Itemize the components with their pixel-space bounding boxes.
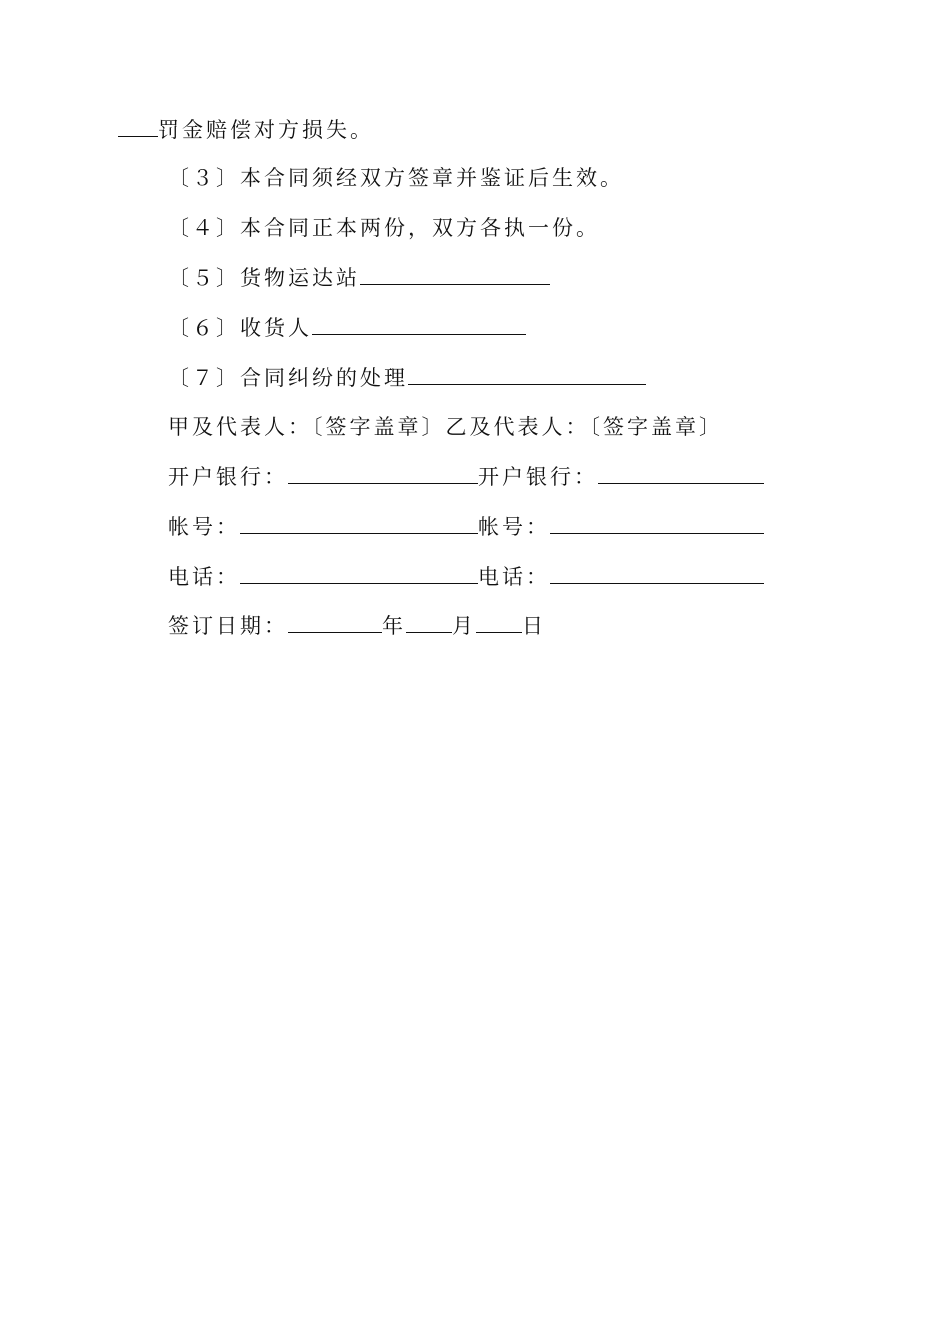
destination-station-blank bbox=[360, 264, 550, 285]
account-a-blank bbox=[240, 513, 478, 534]
phone-a-blank bbox=[240, 563, 478, 584]
clause-3 bbox=[168, 164, 624, 192]
phone-a-label: 电话： bbox=[168, 565, 240, 589]
clause-7-text: 〔７〕合同纠纷的处理 bbox=[168, 366, 408, 390]
clause-6 bbox=[168, 314, 526, 342]
day-label: 日 bbox=[522, 614, 546, 638]
consignee-blank bbox=[312, 314, 526, 335]
clause-3-text: 〔３〕本合同须经双方签章并鉴证后生效。 bbox=[168, 166, 624, 190]
penalty-line bbox=[118, 116, 374, 144]
clause-4-text: 〔４〕本合同正本两份，双方各执一份。 bbox=[168, 216, 600, 240]
account-b-blank bbox=[550, 513, 764, 534]
clause-7 bbox=[168, 364, 646, 392]
party-a-representative: 甲及代表人：〔签字盖章〕 bbox=[168, 415, 446, 439]
representatives-line bbox=[168, 413, 723, 441]
dispute-handling-blank bbox=[408, 364, 646, 385]
sign-date-line bbox=[168, 612, 546, 640]
account-line bbox=[168, 513, 764, 541]
clause-4 bbox=[168, 214, 600, 242]
party-b-representative: 乙及代表人：〔签字盖章〕 bbox=[445, 415, 723, 439]
month-label: 月 bbox=[452, 614, 476, 638]
penalty-blank bbox=[118, 116, 158, 137]
phone-b-blank bbox=[550, 563, 764, 584]
month-blank bbox=[406, 612, 452, 633]
account-a-label: 帐号： bbox=[168, 515, 240, 539]
phone-b-label: 电话： bbox=[478, 565, 550, 589]
account-b-label: 帐号： bbox=[478, 515, 550, 539]
year-label: 年 bbox=[382, 614, 406, 638]
bank-b-label: 开户银行： bbox=[478, 465, 598, 489]
bank-b-blank bbox=[598, 463, 764, 484]
phone-line bbox=[168, 563, 764, 591]
bank-line bbox=[168, 463, 764, 491]
day-blank bbox=[476, 612, 522, 633]
bank-a-blank bbox=[288, 463, 478, 484]
penalty-text: 罚金赔偿对方损失。 bbox=[158, 118, 374, 142]
clause-5-text: 〔５〕货物运达站 bbox=[168, 266, 360, 290]
sign-date-label: 签订日期： bbox=[168, 614, 288, 638]
clause-5 bbox=[168, 264, 550, 292]
year-blank bbox=[288, 612, 382, 633]
bank-a-label: 开户银行： bbox=[168, 465, 288, 489]
clause-6-text: 〔６〕收货人 bbox=[168, 316, 312, 340]
